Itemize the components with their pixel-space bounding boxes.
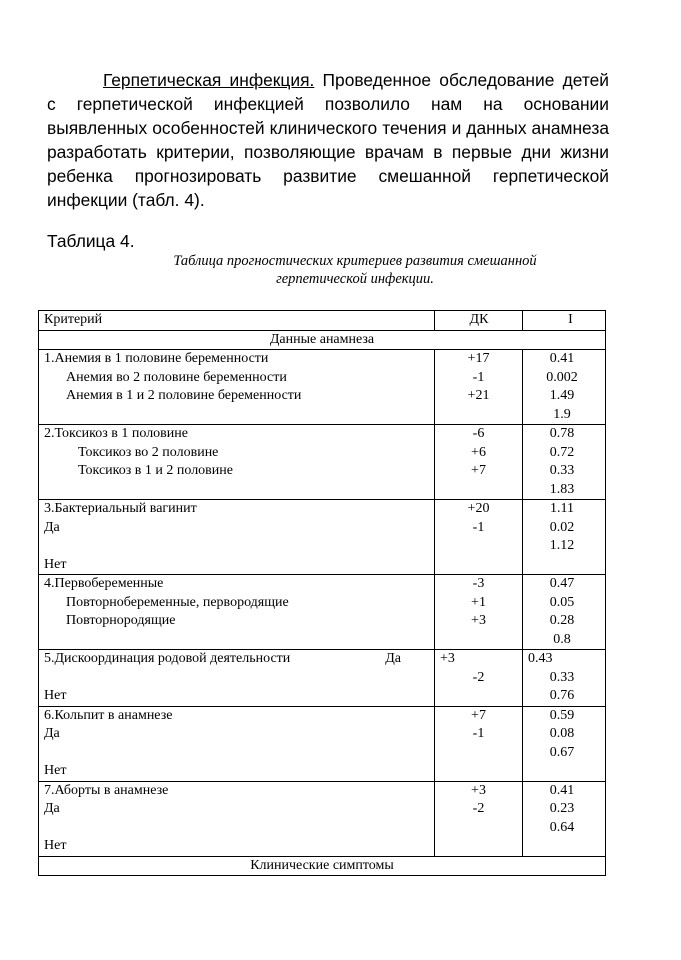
criterion-line: 6.Кольпит в анамнезе <box>44 707 173 723</box>
i-cell <box>523 650 606 707</box>
criterion-cell <box>39 500 435 575</box>
i-cell <box>523 425 606 500</box>
header-criterion: Критерий <box>39 311 435 331</box>
criterion-line: 3.Бактериальный вагинит <box>44 501 197 516</box>
dk-value: +1 <box>471 594 486 610</box>
dk-cell <box>435 500 523 575</box>
i-value: 0.76 <box>549 688 575 703</box>
criterion-line <box>44 669 429 688</box>
i-value: 0.67 <box>549 744 575 760</box>
dk-value: -1 <box>472 369 485 385</box>
i-value: 0.23 <box>549 801 575 816</box>
dk-value: +7 <box>471 707 486 723</box>
dk-cell <box>435 350 523 425</box>
i-value: 1.12 <box>549 538 575 553</box>
i-value: 1.9 <box>553 406 571 422</box>
criterion-line: Повторнобеременные, первородящие <box>66 594 289 610</box>
dk-cell <box>435 706 523 781</box>
i-cell <box>523 350 606 425</box>
i-value: 0.59 <box>549 707 575 723</box>
i-value: 0.78 <box>549 426 575 441</box>
dk-value: -2 <box>472 669 485 685</box>
dk-value: -3 <box>472 576 485 591</box>
criterion-line: Да <box>44 519 60 535</box>
section-history: Данные анамнеза <box>39 330 606 350</box>
dk-value: +7 <box>471 463 486 478</box>
criteria-table <box>38 310 606 876</box>
criterion-line: 7.Аборты в анамнезе <box>44 782 169 798</box>
table-row <box>39 650 606 707</box>
dk-value: +3 <box>440 651 455 666</box>
criterion-line: Повторнородящие <box>66 613 176 628</box>
criterion-cell <box>39 425 435 500</box>
i-cell <box>523 575 606 650</box>
dk-value: +3 <box>471 613 486 628</box>
criterion-line: Токсикоз во 2 половине <box>78 444 219 460</box>
caption-line-1: Таблица прогностических критериев развития смешанной <box>173 253 537 269</box>
i-value: 0.28 <box>549 613 575 628</box>
criterion-cell <box>39 650 435 707</box>
criterion-line: Да <box>44 726 60 741</box>
criterion-cell <box>39 781 435 856</box>
table-caption <box>120 252 590 288</box>
i-value: 0.72 <box>549 444 575 460</box>
criterion-cell <box>39 350 435 425</box>
i-value: 1.11 <box>550 501 574 516</box>
criterion-line <box>44 650 429 669</box>
paragraph-text: Проведенное обследование детей с герпетической инфекцией позволило нам на основании выявленных особенностей клинического течения и данных анамнеза разработать критерии, позволяющие врачам в первые дни жизни ребенка прогнозировать развитие смешанной герпетической инфекции (табл. 4). <box>47 70 609 210</box>
table-row <box>39 781 606 856</box>
dk-value: -1 <box>472 726 485 741</box>
criterion-cell <box>39 575 435 650</box>
criterion-line <box>44 744 429 763</box>
section-clinical: Клинические симптомы <box>39 856 606 876</box>
table-row <box>39 425 606 500</box>
criterion-line: Нет <box>44 838 67 853</box>
dk-value: -6 <box>472 426 485 441</box>
header-dk: ДК <box>435 311 523 331</box>
criterion-text: 5.Дискоординация родовой деятельности <box>44 651 291 666</box>
i-cell <box>523 781 606 856</box>
paragraph-heading: Герпетическая инфекция. <box>103 70 315 90</box>
header-i: I <box>523 311 606 331</box>
criterion-line: 1.Анемия в 1 половине беременности <box>44 351 269 366</box>
i-value: 0.8 <box>553 631 571 647</box>
dk-cell <box>435 575 523 650</box>
i-value: 1.83 <box>549 481 575 497</box>
table-label: Таблица 4. <box>47 231 135 251</box>
i-value: 0.43 <box>528 651 553 666</box>
dk-value: +20 <box>467 501 490 516</box>
i-value: 0.41 <box>549 351 575 366</box>
dk-value: -1 <box>472 519 485 535</box>
criterion-line: 4.Первобеременные <box>44 576 164 591</box>
i-cell <box>523 706 606 781</box>
i-value: 0.64 <box>549 819 575 835</box>
caption-line-2: герпетической инфекции. <box>276 271 434 287</box>
i-value: 0.41 <box>549 782 575 798</box>
section-row-clinical <box>39 856 606 876</box>
criterion-line: Анемия во 2 половине беременности <box>66 369 287 385</box>
i-value: 0.02 <box>549 519 575 535</box>
dk-value: +17 <box>467 351 490 366</box>
dk-value: -2 <box>472 801 485 816</box>
table-header-row <box>39 311 606 331</box>
i-value: 0.33 <box>549 463 575 478</box>
table-row <box>39 575 606 650</box>
criterion-line: Нет <box>44 688 67 703</box>
i-value: 0.08 <box>549 726 575 741</box>
dk-cell <box>435 425 523 500</box>
i-cell <box>523 500 606 575</box>
section-row-history <box>39 330 606 350</box>
criterion-line: Анемия в 1 и 2 половине беременности <box>66 388 302 403</box>
dk-cell <box>435 781 523 856</box>
i-value: 0.33 <box>549 669 575 685</box>
dk-value: +3 <box>471 782 486 798</box>
table-row <box>39 500 606 575</box>
dk-value: +6 <box>471 444 486 460</box>
criterion-line: Нет <box>44 763 67 778</box>
criterion-line: 2.Токсикоз в 1 половине <box>44 426 188 441</box>
criterion-line <box>44 819 429 838</box>
criterion-option: Да <box>385 651 401 666</box>
criterion-line <box>44 537 429 556</box>
i-value: 1.49 <box>549 388 575 403</box>
i-value: 0.002 <box>546 369 578 385</box>
i-value: 0.47 <box>549 576 575 591</box>
criterion-line: Токсикоз в 1 и 2 половине <box>78 463 233 478</box>
dk-value: +21 <box>467 388 490 403</box>
table-row <box>39 350 606 425</box>
criterion-cell <box>39 706 435 781</box>
table-row <box>39 706 606 781</box>
criterion-line: Нет <box>44 556 67 572</box>
criterion-line: Да <box>44 801 60 816</box>
i-value: 0.05 <box>549 594 575 610</box>
dk-cell <box>435 650 523 707</box>
body-paragraph <box>47 68 609 212</box>
